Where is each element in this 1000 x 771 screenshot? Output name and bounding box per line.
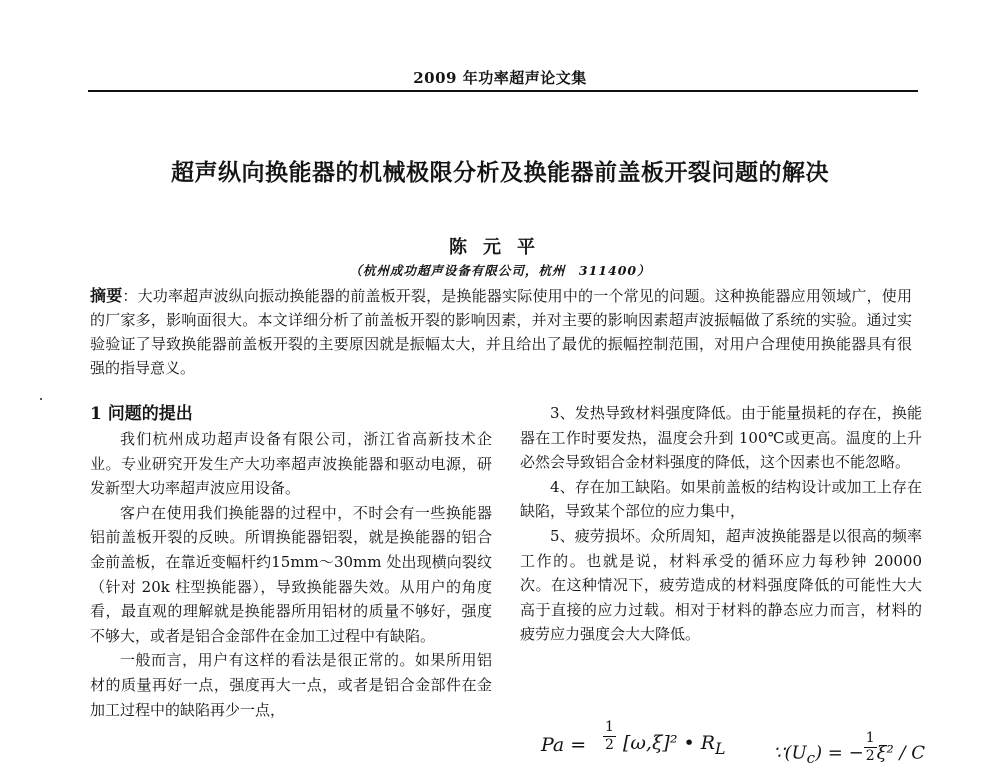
body-paragraph: 我们杭州成功超声设备有限公司，浙江省高新技术企业。专业研究开发生产大功率超声波换能器和驱动电源，研发新型大功率超声波应用设备。 [90, 430, 492, 498]
section-heading: 1 问题的提出 [90, 404, 193, 424]
equation-rest: [ω,ξ]² • $R_L$ [623, 732, 726, 758]
equation-right: $\because(U_c)$ = − $\frac{1}{2}\xi^2$ / C [773, 730, 926, 768]
body-paragraph: 3、发热导致材料强度降低。由于能量损耗的存在，换能器在工作时要发热，温度会升到 100℃或更高。温度的上升必然会导致铝合金材料强度的降低，这个因素也不能忽略。 [520, 404, 922, 472]
body-paragraph: 4、存在加工缺陷。如果前盖板的结构设计或加工上存在缺陷，导致某个部位的应力集中， [520, 477, 922, 521]
power-equation [541, 719, 961, 768]
author-affiliation: （杭州成功超声设备有限公司，杭州 311400） [349, 263, 651, 278]
abstract-text: 大功率超声波纵向振动换能器的前盖板开裂，是换能器实际使用中的一个常见的问题。这种换能器应用领域广，使用的厂家多，影响面很大。本文详细分析了前盖板开裂的影响因素，并对主要的影响因素超声波振幅做了系统的实验。通过实验验证了导致换能器前盖板开裂的主要原因就是振幅太大，并且给出了最优的振幅控制范围，对用户合理使用换能器具有很强的指导意义。 [90, 287, 912, 377]
body-paragraph: 客户在使用我们换能器的过程中，不时会有一些换能器铝前盖板开裂的反映。所谓换能器铝裂，就是换能器的铝合金前盖板，在靠近变幅杆约15mm～30mm 处出现横向裂纹（针对 20k 柱型换能器），导致换能器失效。从用户的角度看，最直观的理解就是换能器所用铝材的质量不够好，强度不够大，或者是铝合金部件在金加工过程中有缺陷。 [90, 503, 492, 645]
fraction-numerator: 1 [605, 719, 614, 735]
header-rule [88, 90, 918, 92]
equation-lhs: Pa = [541, 734, 587, 756]
paper-title: 超声纵向换能器的机械极限分析及换能器前盖板开裂问题的解决 [171, 159, 829, 186]
abstract-separator: ： [122, 287, 138, 305]
scan-speck [40, 398, 42, 400]
running-header: 2009 年功率超声论文集 [413, 69, 587, 87]
author-name: 陈元平 [449, 237, 551, 258]
abstract-label: 摘要 [90, 286, 123, 305]
equation-fraction [603, 719, 616, 754]
left-column [90, 401, 492, 722]
body-paragraph: 一般而言，用户有这样的看法是很正常的。如果所用铝材的质量再好一点，强度再大一点，或者是铝合金部件在金加工过程中的缺陷再少一点， [90, 651, 492, 719]
abstract-block [90, 284, 912, 380]
right-column [520, 401, 922, 647]
body-paragraph: 5、疲劳损坏。众所周知，超声波换能器是以很高的频率工作的。也就是说，材料承受的循环应力每秒钟 20000 次。在这种情况下，疲劳造成的材料强度降低的可能性大大高于直接的应力过载。相对于材料的静态应力而言，材料的疲劳应力强度会大大降低。 [520, 526, 922, 644]
fraction-denominator: 2 [605, 737, 614, 753]
